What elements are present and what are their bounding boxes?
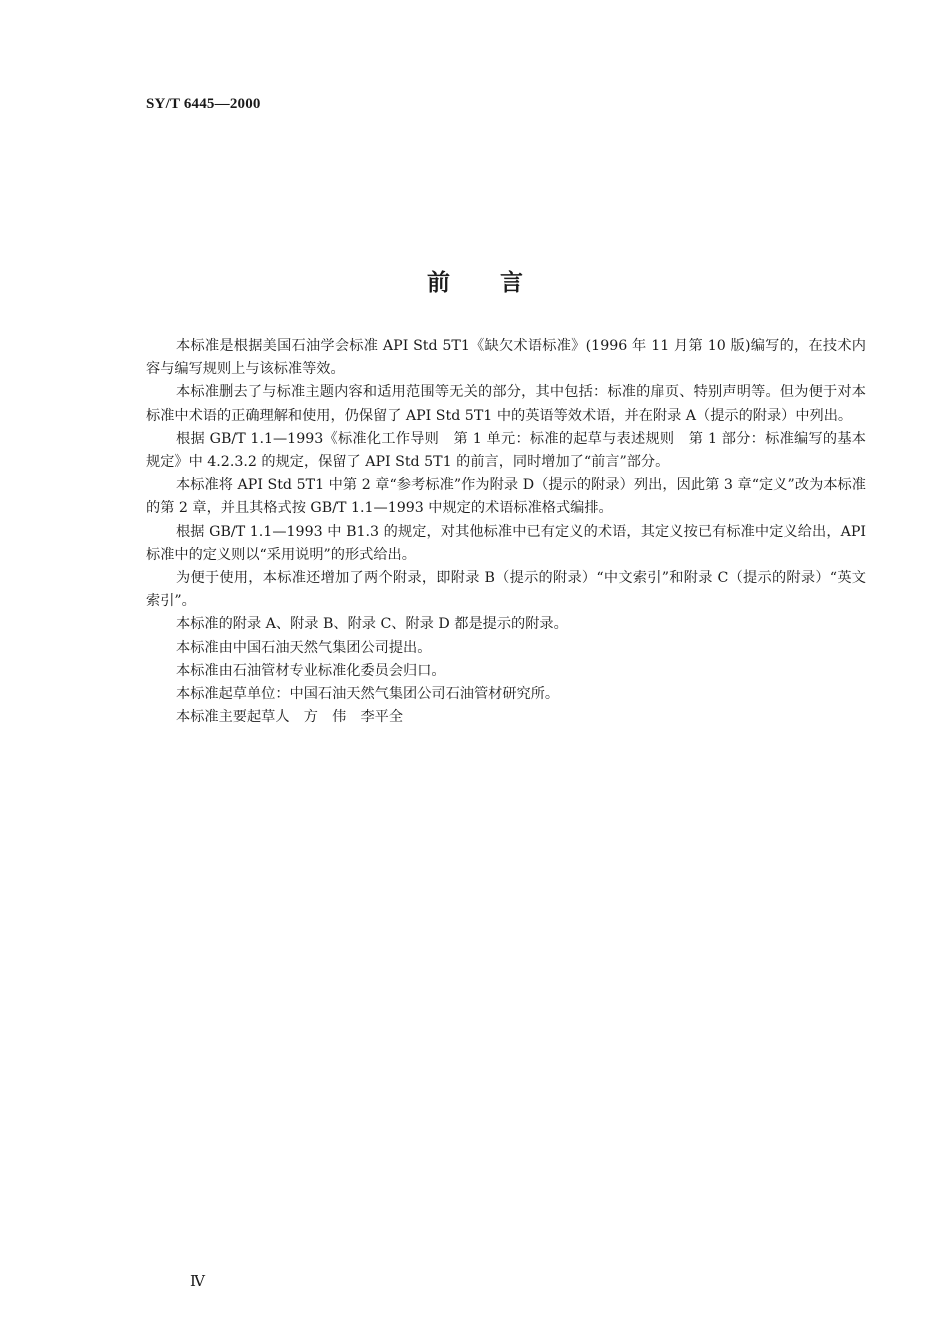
preface-body xyxy=(146,335,866,729)
page-number: Ⅳ xyxy=(190,1274,205,1290)
standard-code: SY/T 6445—2000 xyxy=(146,96,261,112)
paragraph-indexes: 为便于使用，本标准还增加了两个附录，即附录 B（提示的附录）“中文索引”和附录 C（提示的附录）“英文索引”。 xyxy=(146,570,866,610)
page-title: 前言 xyxy=(427,270,573,296)
paragraph-drafting-unit: 本标准起草单位：中国石油天然气集团公司石油管材研究所。 xyxy=(176,686,560,703)
paragraph-proposer: 本标准由中国石油天然气集团公司提出。 xyxy=(176,639,432,656)
paragraph-appendix-note: 本标准的附录 A、附录 B、附录 C、附录 D 都是提示的附录。 xyxy=(176,616,568,633)
paragraph-gbt-rule: 根据 GB/T 1.1—1993《标准化工作导则 第 1 单元：标准的起草与表述规则 第 1 部分：标准编写的基本规定》中 4.2.3.2 的规定，保留了 API Std 5T1 的前言，同时增加了“前言”部分。 xyxy=(146,430,866,471)
paragraph-drafters: 本标准主要起草人 方 伟 李平全 xyxy=(176,709,404,726)
paragraph-b13-rule: 根据 GB/T 1.1—1993 中 B1.3 的规定，对其他标准中已有定义的术语，其定义按已有标准中定义给出，API 标准中的定义则以“采用说明”的形式给出。 xyxy=(146,523,866,563)
paragraph-deletions: 本标准删去了与标准主题内容和适用范围等无关的部分，其中包括：标准的扉页、特别声明等。但为便于对本标准中术语的正确理解和使用，仍保留了 API Std 5T1 中的英语等效术语，并在附录 A（提示的附录）中列出。 xyxy=(146,384,866,424)
paragraph-appendix-d: 本标准将 API Std 5T1 中第 2 章“参考标准”作为附录 D（提示的附录）列出，因此第 3 章“定义”改为本标准的第 2 章，并且其格式按 GB/T 1.1—1993 中规定的术语标准格式编排。 xyxy=(146,477,866,517)
paragraph-basis: 本标准是根据美国石油学会标准 API Std 5T1《缺欠术语标准》(1996 年 11 月第 10 版)编写的，在技术内容与编写规则上与该标准等效。 xyxy=(146,338,866,378)
paragraph-committee: 本标准由石油管材专业标准化委员会归口。 xyxy=(176,662,446,679)
